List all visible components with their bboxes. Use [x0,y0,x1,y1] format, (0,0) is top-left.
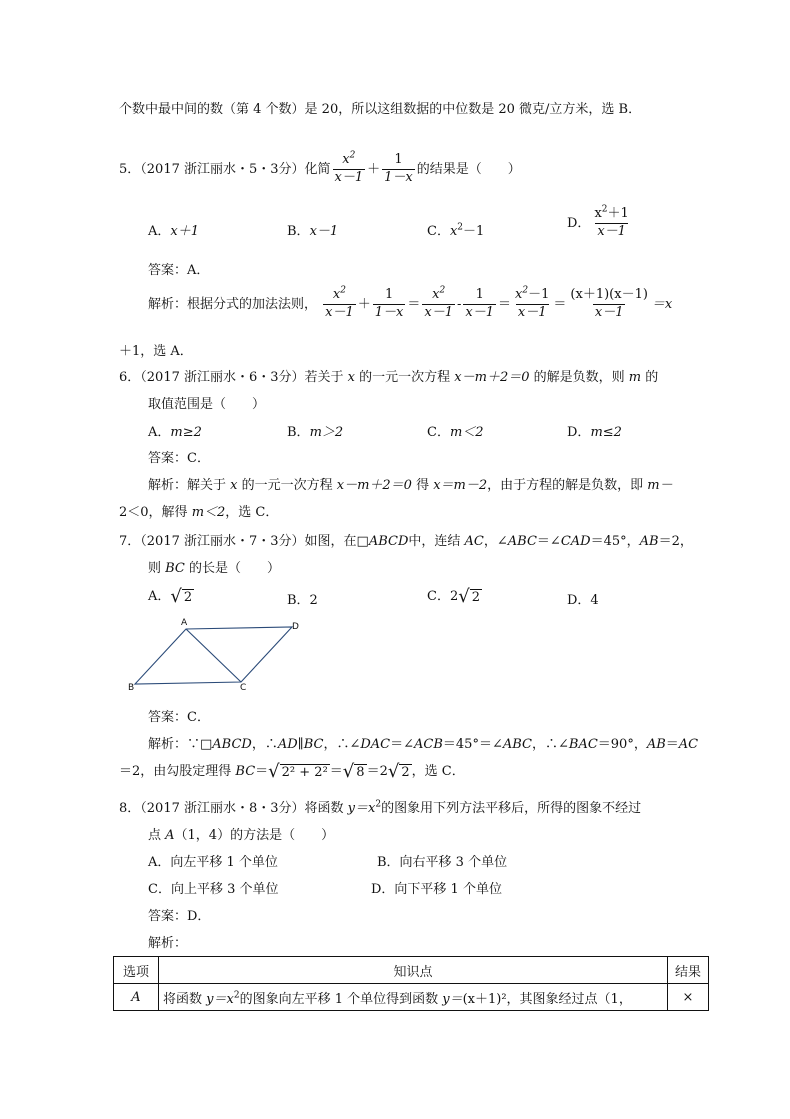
q5-a-eq1: ＝ [407,296,421,312]
q7-an2-radicand2: 8 [356,764,365,780]
q8-stem-line1 [119,797,641,816]
q6-an-d: ，由于方程的解是负数，即 [487,478,648,493]
q7-l2bc: BC [165,561,185,576]
q5-frac2 [382,153,415,186]
q5-opt-c-tail: －1 [463,224,485,239]
q5-a-plus: ＋ [357,296,371,312]
q7-label-b: B [128,683,135,693]
q5-frac2-den: 1－x [384,169,413,185]
q7-an-a: 解析：∵ [148,737,201,752]
q5-option-a [148,220,199,239]
q8-l2b: （1，4）的方法是（ ） [174,828,335,843]
q5-a-frac5 [513,285,551,321]
table-header-row [114,957,709,984]
q7-an-h: ＝ [665,737,679,752]
q6-opt-c-label: C． [427,425,450,440]
q7-label-d: D [292,622,299,632]
q5-frac1-den: x－1 [334,169,364,185]
q6-an2b: ，解得 [148,505,192,520]
q6-an-a: 解析：解关于 [148,478,231,493]
q7-parallelogram-figure [120,612,320,697]
q8-l1sup: 2 [375,799,382,810]
q6-opt-d-label: D． [567,425,591,440]
q7-l1ab: AB [639,534,659,549]
q7-an2-sqrt2: √ 8 [342,760,365,782]
row1-sup: 2 [233,990,240,1001]
intro-line: 个数中最中间的数（第 4 个数）是 20，所以这组数据的中位数是 20 微克/立方米，选 B． [119,102,642,117]
q7-an-ab: AB [646,737,666,752]
q7-label-c: C [240,683,247,693]
q5-stem-prefix: 5．（2017 浙江丽水・5・3分）化简 [119,161,331,177]
q7-an2-radicand1: 2² + 2² [281,764,328,780]
q5-a-frac1 [323,285,356,321]
row1-a: 将函数 [163,991,207,1007]
q7-an2-sqrt1: √ 2² + 2² [268,760,328,782]
q6-option-b [287,421,343,440]
q5-a-frac2 [373,288,406,321]
q5-a-f4-num: 1 [475,287,484,302]
q7-l1d: ＝∠ [536,534,561,549]
q5-opt-d-label: D． [567,215,591,231]
q8-l2a: 点 [148,828,166,843]
q8-option-c: C．向上平移 3 个单位 [148,882,279,897]
q6-opt-a-label: A． [148,425,171,440]
q6-an2d: ，选 C． [225,505,279,520]
q5-a-frac3 [422,285,455,321]
q7-l2a: 则 [148,561,166,576]
q7-an-e: ＝45°＝∠ [442,737,503,752]
table-cell-knowledge [159,984,668,1011]
q7-an-dac: DAC [360,737,391,752]
q5-a-f2-den: 1－x [374,304,404,320]
q7-stem-line1 [119,530,693,549]
q7-an2-c: ＝ [329,764,343,779]
q6-l1x: x [347,370,356,385]
table-cell-option: A [114,984,159,1011]
q5-opt-c-label: C． [427,224,450,239]
q7-an2-d: ＝2 [366,764,388,779]
q5-frac1-sup: 2 [349,150,356,161]
table-cell-result: × [668,984,709,1011]
q7-an-d: ＝∠ [390,737,415,752]
q7-an-bac: BAC [568,737,598,752]
table-header-result: 结果 [668,957,709,984]
q6-l1a: 6．（2017 浙江丽水・6・3分）若关于 [119,370,348,385]
q5-a-eq4: ＝x [651,296,673,312]
q5-opt-c-value: x [449,224,458,239]
q7-l1f: ＝2， [658,534,693,549]
q5-a-f5-den: x－1 [517,304,547,320]
q5-a-frac6 [568,288,650,321]
q5-opt-a-value: x＋1 [170,224,199,239]
q6-analysis-line2 [119,501,278,520]
q7-option-b: B．2 [287,593,318,608]
q6-opt-d-value: m≤2 [590,425,622,440]
q7-an2-e: ，选 C． [411,764,465,779]
q6-an-eq: x－m＋2＝0 [336,478,412,493]
q5-opt-d-den: x－1 [597,223,626,239]
q7-l1abc: ABC [507,534,537,549]
q5-frac1 [333,150,366,186]
q7-an-para: □ABCD [200,737,252,752]
q7-analysis-line2 [119,760,465,781]
q7-l1ac: AC [464,534,484,549]
q6-l1eq: x－m＋2＝0 [454,370,530,385]
q7-answer: 答案：C． [148,710,210,725]
q5-a-f3-sup: 2 [439,285,446,296]
q6-opt-a-value: m≥2 [170,425,202,440]
q6-l1c: 的解是负数，则 [529,370,629,385]
q7-opt-c-radicand: 2 [471,589,480,605]
q7-an2-bc: BC [235,764,256,779]
q5-opt-a-label: A． [148,224,171,239]
q8-l1a: 8．（2017 浙江丽水・8・3分）将函数 [119,801,348,816]
q5-a-f5-num: x [515,287,523,302]
q8-l1f: y＝x [347,801,376,816]
table-row [114,984,709,1011]
q5-option-b [287,220,338,239]
q8-stem-line2 [148,824,334,843]
q5-a-f6-num: (x＋1)(x－1) [570,287,648,302]
q5-analysis [148,285,673,321]
q7-option-a [148,585,194,606]
q6-an-eq2: x＝m－2 [433,478,488,493]
q7-an-f: ，∴∠ [531,737,569,752]
q7-option-c [427,585,482,606]
table-header-option: 选项 [114,957,159,984]
q5-a-f1-num: x [332,287,341,302]
q5-stem-suffix: 的结果是（ ） [416,161,521,177]
q6-option-a [148,421,202,440]
q8-option-a: A．向左平移 1 个单位 [148,855,278,870]
q6-an-x: x [230,478,238,493]
q6-an2a: 2＜0 [119,505,149,520]
q7-l1a: 7．（2017 浙江丽水・7・3分）如图，在 [119,534,357,549]
q7-an-g: ＝90°， [597,737,647,752]
q7-option-d: D．4 [567,593,599,608]
q5-opt-d-tail: ＋1 [607,206,629,221]
q6-stem-line1 [119,366,658,385]
q5-a-eq3: ＝ [553,296,567,312]
q8-option-b: B．向右平移 3 个单位 [377,855,508,870]
q6-opt-b-label: B． [287,425,310,440]
q5-answer: 答案：A． [148,263,210,278]
q7-an-b: ，∴ [251,737,278,752]
q6-an2c: m＜2 [191,505,226,520]
q5-a-f3-num: x [432,287,440,302]
row1-f: y＝x [206,991,234,1007]
q6-option-d [567,421,622,440]
q5-a-minus: - [457,296,462,312]
q5-opt-d-num: x [594,206,602,221]
q7-opt-a-sqrt: √ 2 [170,585,193,607]
q5-a-f5-sup: 2 [522,285,529,296]
q6-stem-line2: 取值范围是（ ） [148,397,266,412]
q5-a-f1-sup: 2 [340,285,346,296]
q5-analysis-label: 解析：根据分式的加法法则， [148,296,318,312]
q5-opt-c-sup: 2 [457,222,464,233]
q7-an-abc: ABC [502,737,532,752]
q7-an-ac: AC [678,737,699,752]
q5-a-eq2: ＝ [498,296,512,312]
q6-l1b: 的一元一次方程 [355,370,455,385]
q6-opt-c-value: m＜2 [449,425,484,440]
q6-option-c [427,421,484,440]
q7-analysis-line1 [148,733,698,752]
q5-opt-d-sup: 2 [601,204,608,215]
q5-opt-b-value: x－1 [309,224,339,239]
row1-b: 的图象向左平移 1 个单位得到函数 [239,991,443,1007]
q7-an-ad: AD∥BC [277,737,324,752]
q7-label-a: A [181,618,188,628]
q5-a-frac4 [463,288,496,321]
q7-l1para: □ABCD [356,534,409,549]
q8-analysis-label: 解析： [148,936,188,951]
q6-l1d: 的 [641,370,659,385]
q6-an-b: 的一元一次方程 [237,478,337,493]
q7-diagonal-ac [186,629,241,682]
q7-opt-c-sqrt: √ 2 [458,585,480,607]
q6-an-c: 得 [411,478,434,493]
q7-an2-sqrt3: √ 2 [387,760,410,782]
q7-an-c: ，∴∠ [323,737,361,752]
q7-l1b: 中，连结 [408,534,465,549]
q8-option-d: D．向下平移 1 个单位 [371,882,502,897]
q7-l1cad: CAD [560,534,591,549]
row1-f2: y＝ [442,991,463,1007]
q5-a-f5-tail: －1 [528,287,550,302]
q6-answer: 答案：C． [148,451,210,466]
q5-opt-b-label: B． [287,224,310,239]
q5-opt-d-frac [592,204,630,240]
q8-solution-table [113,956,709,1011]
q5-option-d [567,204,633,240]
row1-c: (x＋1)²，其图象经过点（1， [462,991,632,1007]
q7-opt-a-label: A． [148,589,171,604]
q5-a-f2-num: 1 [384,287,394,302]
q5-frac2-num: 1 [394,152,403,167]
q7-l2b: 的长是（ ） [184,561,281,576]
q7-an2-a: ＝2，由勾股定理得 [119,764,236,779]
q5-stem [119,150,521,186]
q5-a-f6-den: x－1 [594,304,624,320]
table-header-knowledge: 知识点 [159,957,668,984]
q7-opt-c-label: C．2 [427,589,459,604]
q6-opt-b-value: m＞2 [309,425,344,440]
q7-l1c: ，∠ [483,534,508,549]
q5-a-f3-den: x－1 [424,304,454,320]
q7-an2-b: ＝ [255,764,269,779]
q6-an-m: m－ [647,478,673,493]
q5-a-f4-den: x－1 [465,304,495,320]
q7-stem-line2 [148,557,280,576]
q7-l1e: ＝45°， [590,534,640,549]
q8-l1b: 的图象用下列方法平移后，所得的图象不经过 [381,801,642,816]
q7-an2-radicand3: 2 [401,764,410,780]
q5-a-f1-den: x－1 [325,304,354,320]
q5-analysis-line2: ＋1，选 A． [119,344,193,359]
q8-answer: 答案：D． [148,909,211,924]
q6-analysis-line1 [148,474,673,493]
q8-l2pt: A [165,828,175,843]
q5-frac1-num: x [342,152,350,167]
q6-l1m: m [628,370,642,385]
q5-plus: ＋ [367,161,381,177]
q7-opt-a-radicand: 2 [183,589,193,605]
q7-an-acb: ACB [414,737,443,752]
q5-option-c [427,220,484,239]
